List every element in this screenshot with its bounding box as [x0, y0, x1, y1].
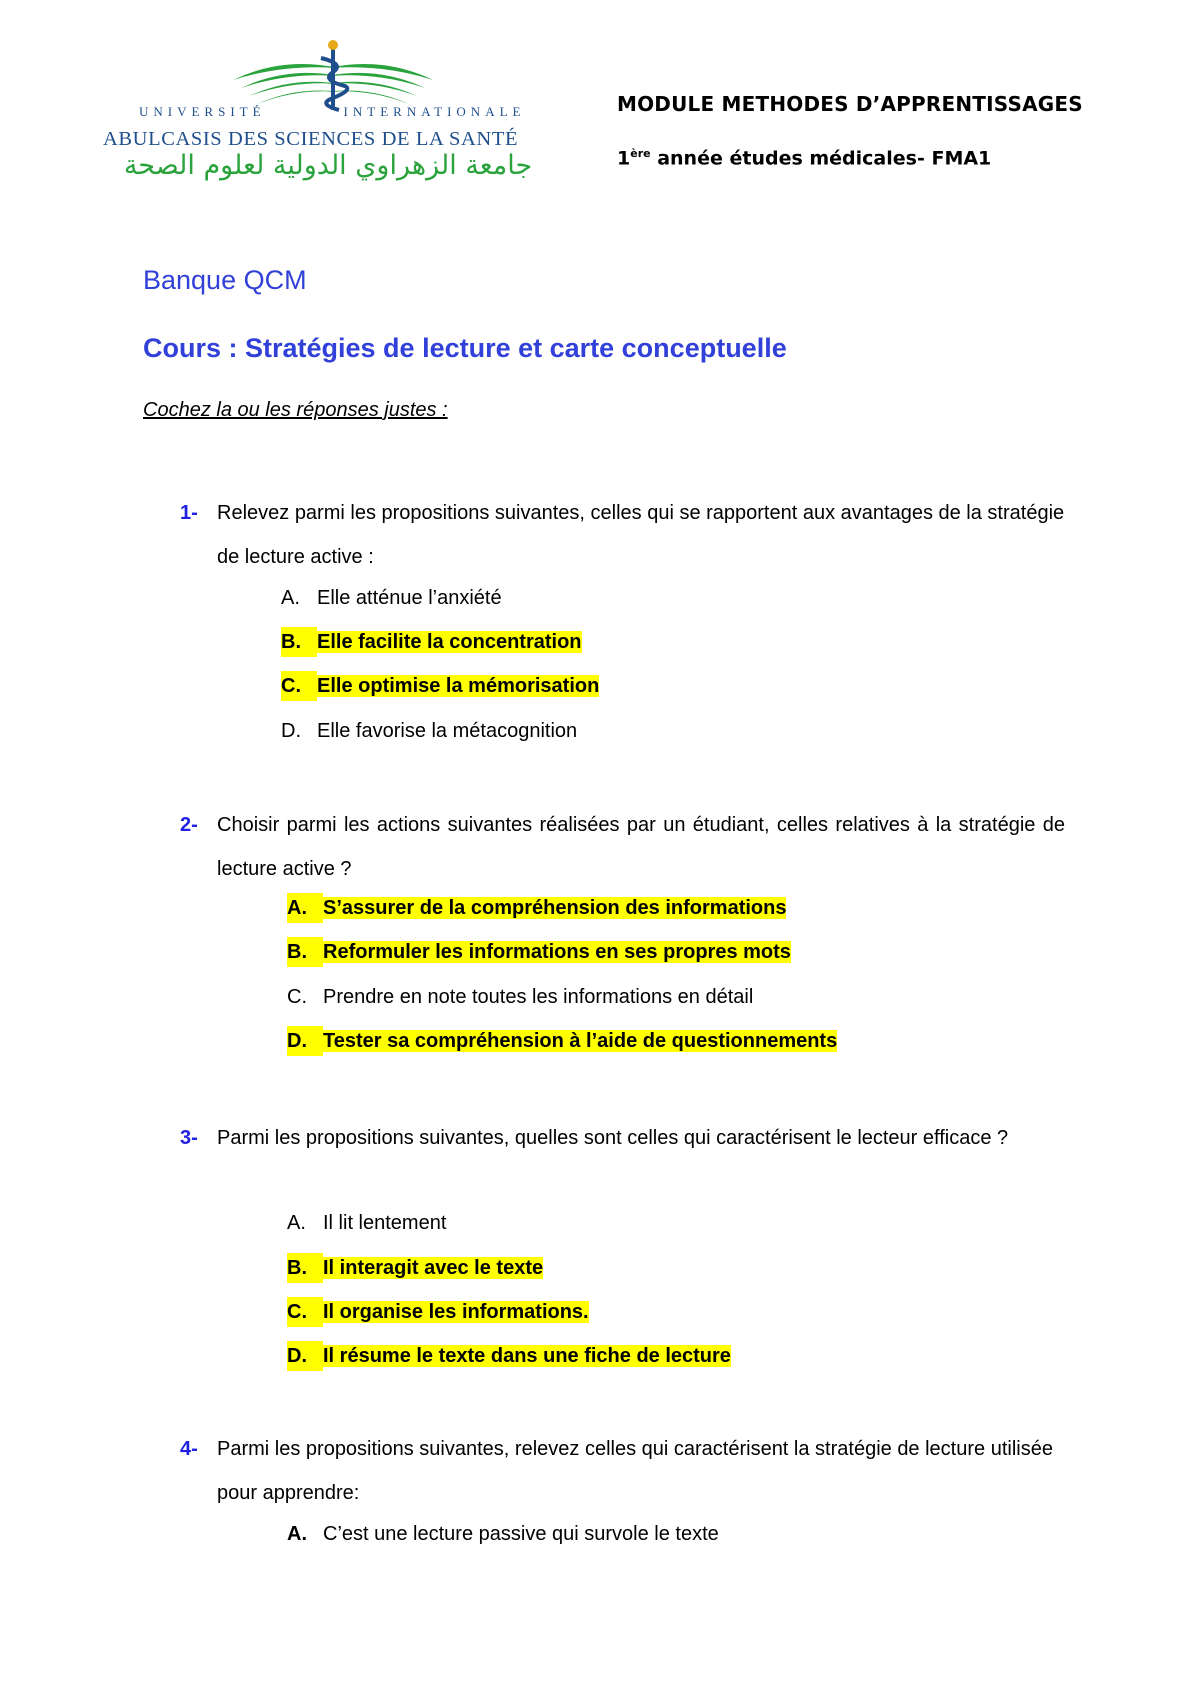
option-2a[interactable]: A. S’assurer de la compréhension des informations	[287, 893, 786, 923]
option-4a[interactable]: A. C’est une lecture passive qui survole le texte	[287, 1523, 719, 1545]
logo-latin-name: ABULCASIS DES SCIENCES DE LA SANTÉ	[103, 128, 519, 150]
option-1c[interactable]: C. Elle optimise la mémorisation	[281, 671, 599, 701]
option-2d[interactable]: D. Tester sa compréhension à l’aide de questionnements	[287, 1026, 837, 1056]
option-1d[interactable]: D. Elle favorise la métacognition	[281, 720, 578, 742]
option-2c[interactable]: C. Prendre en note toutes les informations en détail	[287, 986, 754, 1008]
logo-arabic-name: جامعة الزهراوي الدولية لعلوم الصحة	[123, 150, 533, 181]
question-text: Relevez parmi les propositions suivantes, celles qui se rapportent aux avantages de la stratégie de lecture active :	[217, 502, 1065, 568]
question-number: 3-	[180, 1127, 198, 1149]
option-3a[interactable]: A. Il lit lentement	[287, 1212, 447, 1234]
question-text: Parmi les propositions suivantes, relevez celles qui caractérisent la stratégie de lecture utilisée pour apprendre:	[217, 1438, 1053, 1504]
question-text: Choisir parmi les actions suivantes réalisées par un étudiant, celles relatives à la stratégie de lecture active ?	[217, 814, 1065, 880]
course-title: Cours : Stratégies de lecture et carte conceptuelle	[143, 333, 787, 363]
bank-title: Banque QCM	[143, 265, 307, 295]
university-logo	[103, 38, 553, 188]
year-line: 1ère année études médicales- FMA1	[617, 147, 992, 170]
question-1	[180, 491, 1065, 579]
question-2	[180, 803, 1065, 891]
logo-university-label: UNIVERSITÉ INTERNATIONALE	[139, 104, 526, 119]
question-number: 1-	[180, 502, 198, 524]
question-text: Parmi les propositions suivantes, quelles sont celles qui caractérisent le lecteur efficace ?	[217, 1127, 1009, 1149]
question-3	[180, 1116, 1065, 1160]
instruction: Cochez la ou les réponses justes :	[143, 399, 448, 421]
option-1a[interactable]: A. Elle atténue l’anxiété	[281, 587, 502, 609]
module-title: MODULE METHODES D’APPRENTISSAGES	[617, 92, 1083, 116]
option-1b[interactable]: B. Elle facilite la concentration	[281, 627, 582, 657]
option-2b[interactable]: B. Reformuler les informations en ses propres mots	[287, 937, 791, 967]
question-number: 4-	[180, 1438, 198, 1460]
option-3c[interactable]: C. Il organise les informations.	[287, 1297, 589, 1327]
option-3b[interactable]: B. Il interagit avec le texte	[287, 1253, 543, 1283]
option-3d[interactable]: D. Il résume le texte dans une fiche de lecture	[287, 1341, 731, 1371]
question-4	[180, 1427, 1065, 1515]
question-number: 2-	[180, 814, 198, 836]
